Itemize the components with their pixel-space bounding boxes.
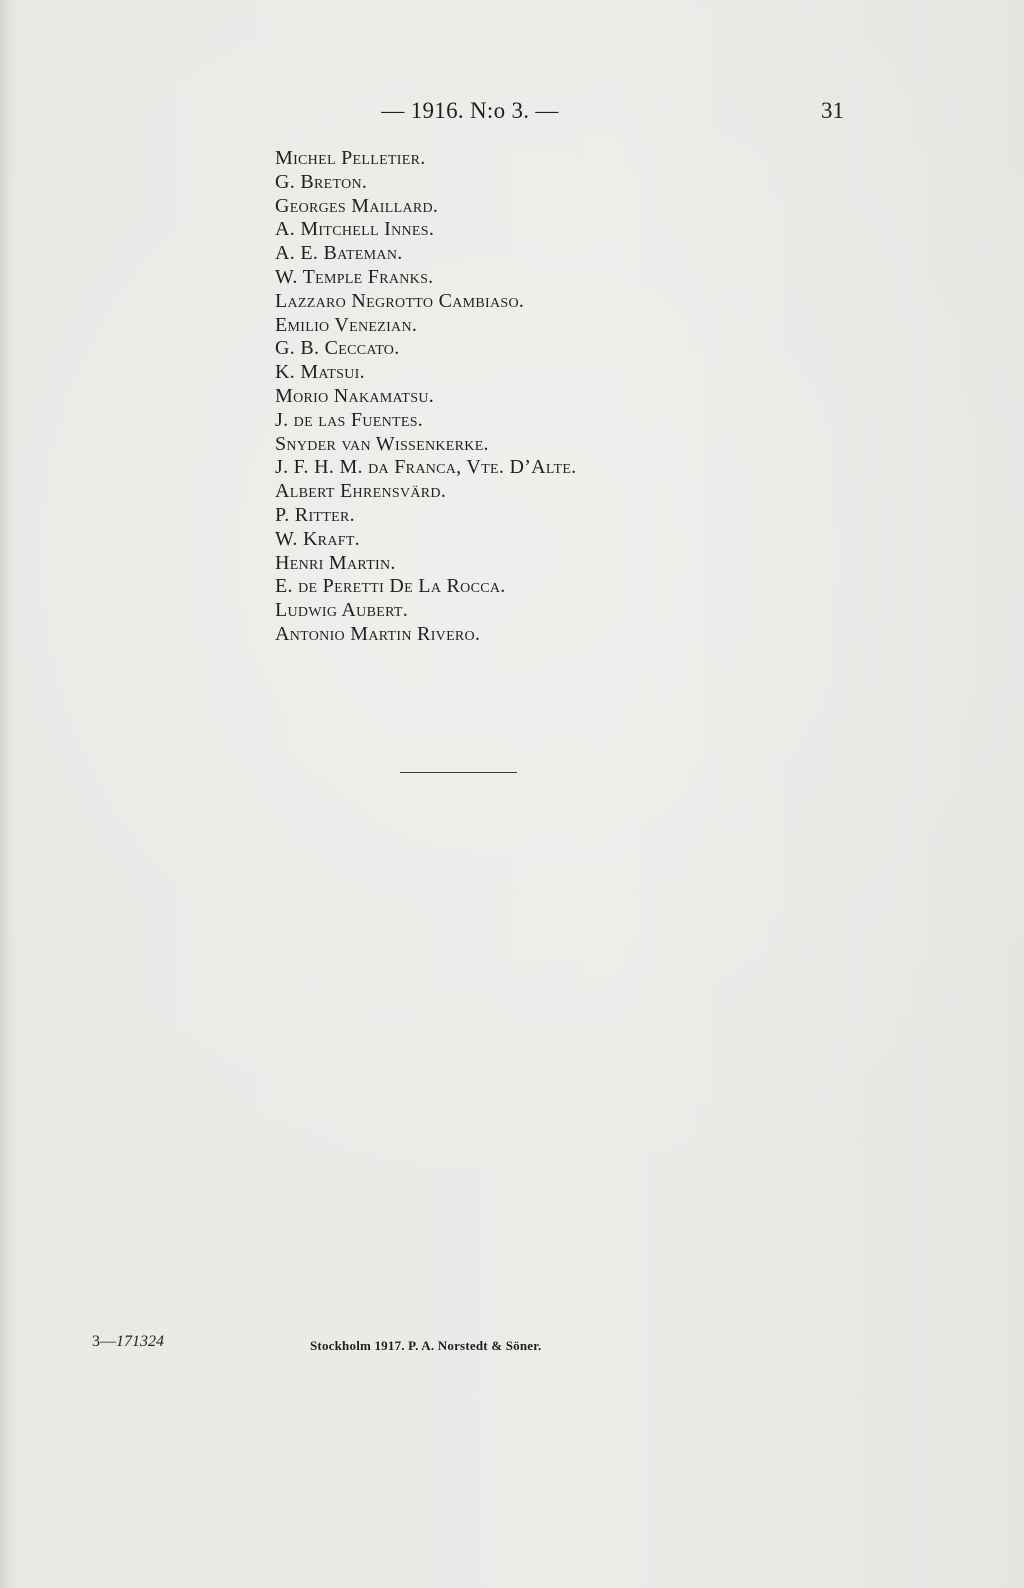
section-divider	[400, 772, 517, 773]
page-number: 31	[821, 98, 844, 123]
signatory-name: A. Mitchell Innes.	[275, 218, 435, 241]
signature-mark	[92, 1333, 164, 1351]
signatory-name: Albert Ehrensvärd.	[275, 480, 447, 503]
printer-imprint: Stockholm 1917. P. A. Norstedt & Söner.	[310, 1338, 542, 1353]
signatory-name: Georges Maillard.	[275, 194, 439, 217]
signatory-name: W. Temple Franks.	[275, 265, 434, 288]
signatory-name: G. B. Ceccato.	[275, 337, 400, 360]
signatory-name: Henri Martin.	[275, 551, 396, 574]
signatory-name: Ludwig Aubert.	[275, 599, 409, 622]
signatory-name: P. Ritter.	[275, 503, 355, 526]
signature-mark-prefix: 3—	[92, 1333, 116, 1350]
signatory-name: Emilio Venezian.	[275, 313, 418, 336]
signatory-name: W. Kraft.	[275, 527, 360, 550]
signatory-name: Lazzaro Negrotto Cambiaso.	[275, 289, 525, 312]
running-head: — 1916. N:o 3. —	[381, 98, 559, 123]
signatory-name: Antonio Martin Rivero.	[275, 622, 481, 645]
signatory-name: A. E. Bateman.	[275, 242, 403, 265]
signatory-name: J. de las Fuentes.	[275, 408, 424, 431]
print-code: 171324	[116, 1333, 164, 1350]
signatory-name: Morio Nakamatsu.	[275, 384, 435, 407]
signatory-list	[275, 147, 576, 647]
signatory-name: Michel Pelletier.	[275, 147, 426, 169]
signatory-name: Snyder van Wissenkerke.	[275, 432, 489, 455]
signatory-name: E. de Peretti De La Rocca.	[275, 575, 506, 598]
signatory-name: K. Matsui.	[275, 361, 365, 384]
page-edge-shadow	[0, 0, 10, 1588]
signatory-name: G. Breton.	[275, 170, 368, 193]
signatory-name: J. F. H. M. da Franca, Vte. D’Alte.	[275, 456, 577, 479]
